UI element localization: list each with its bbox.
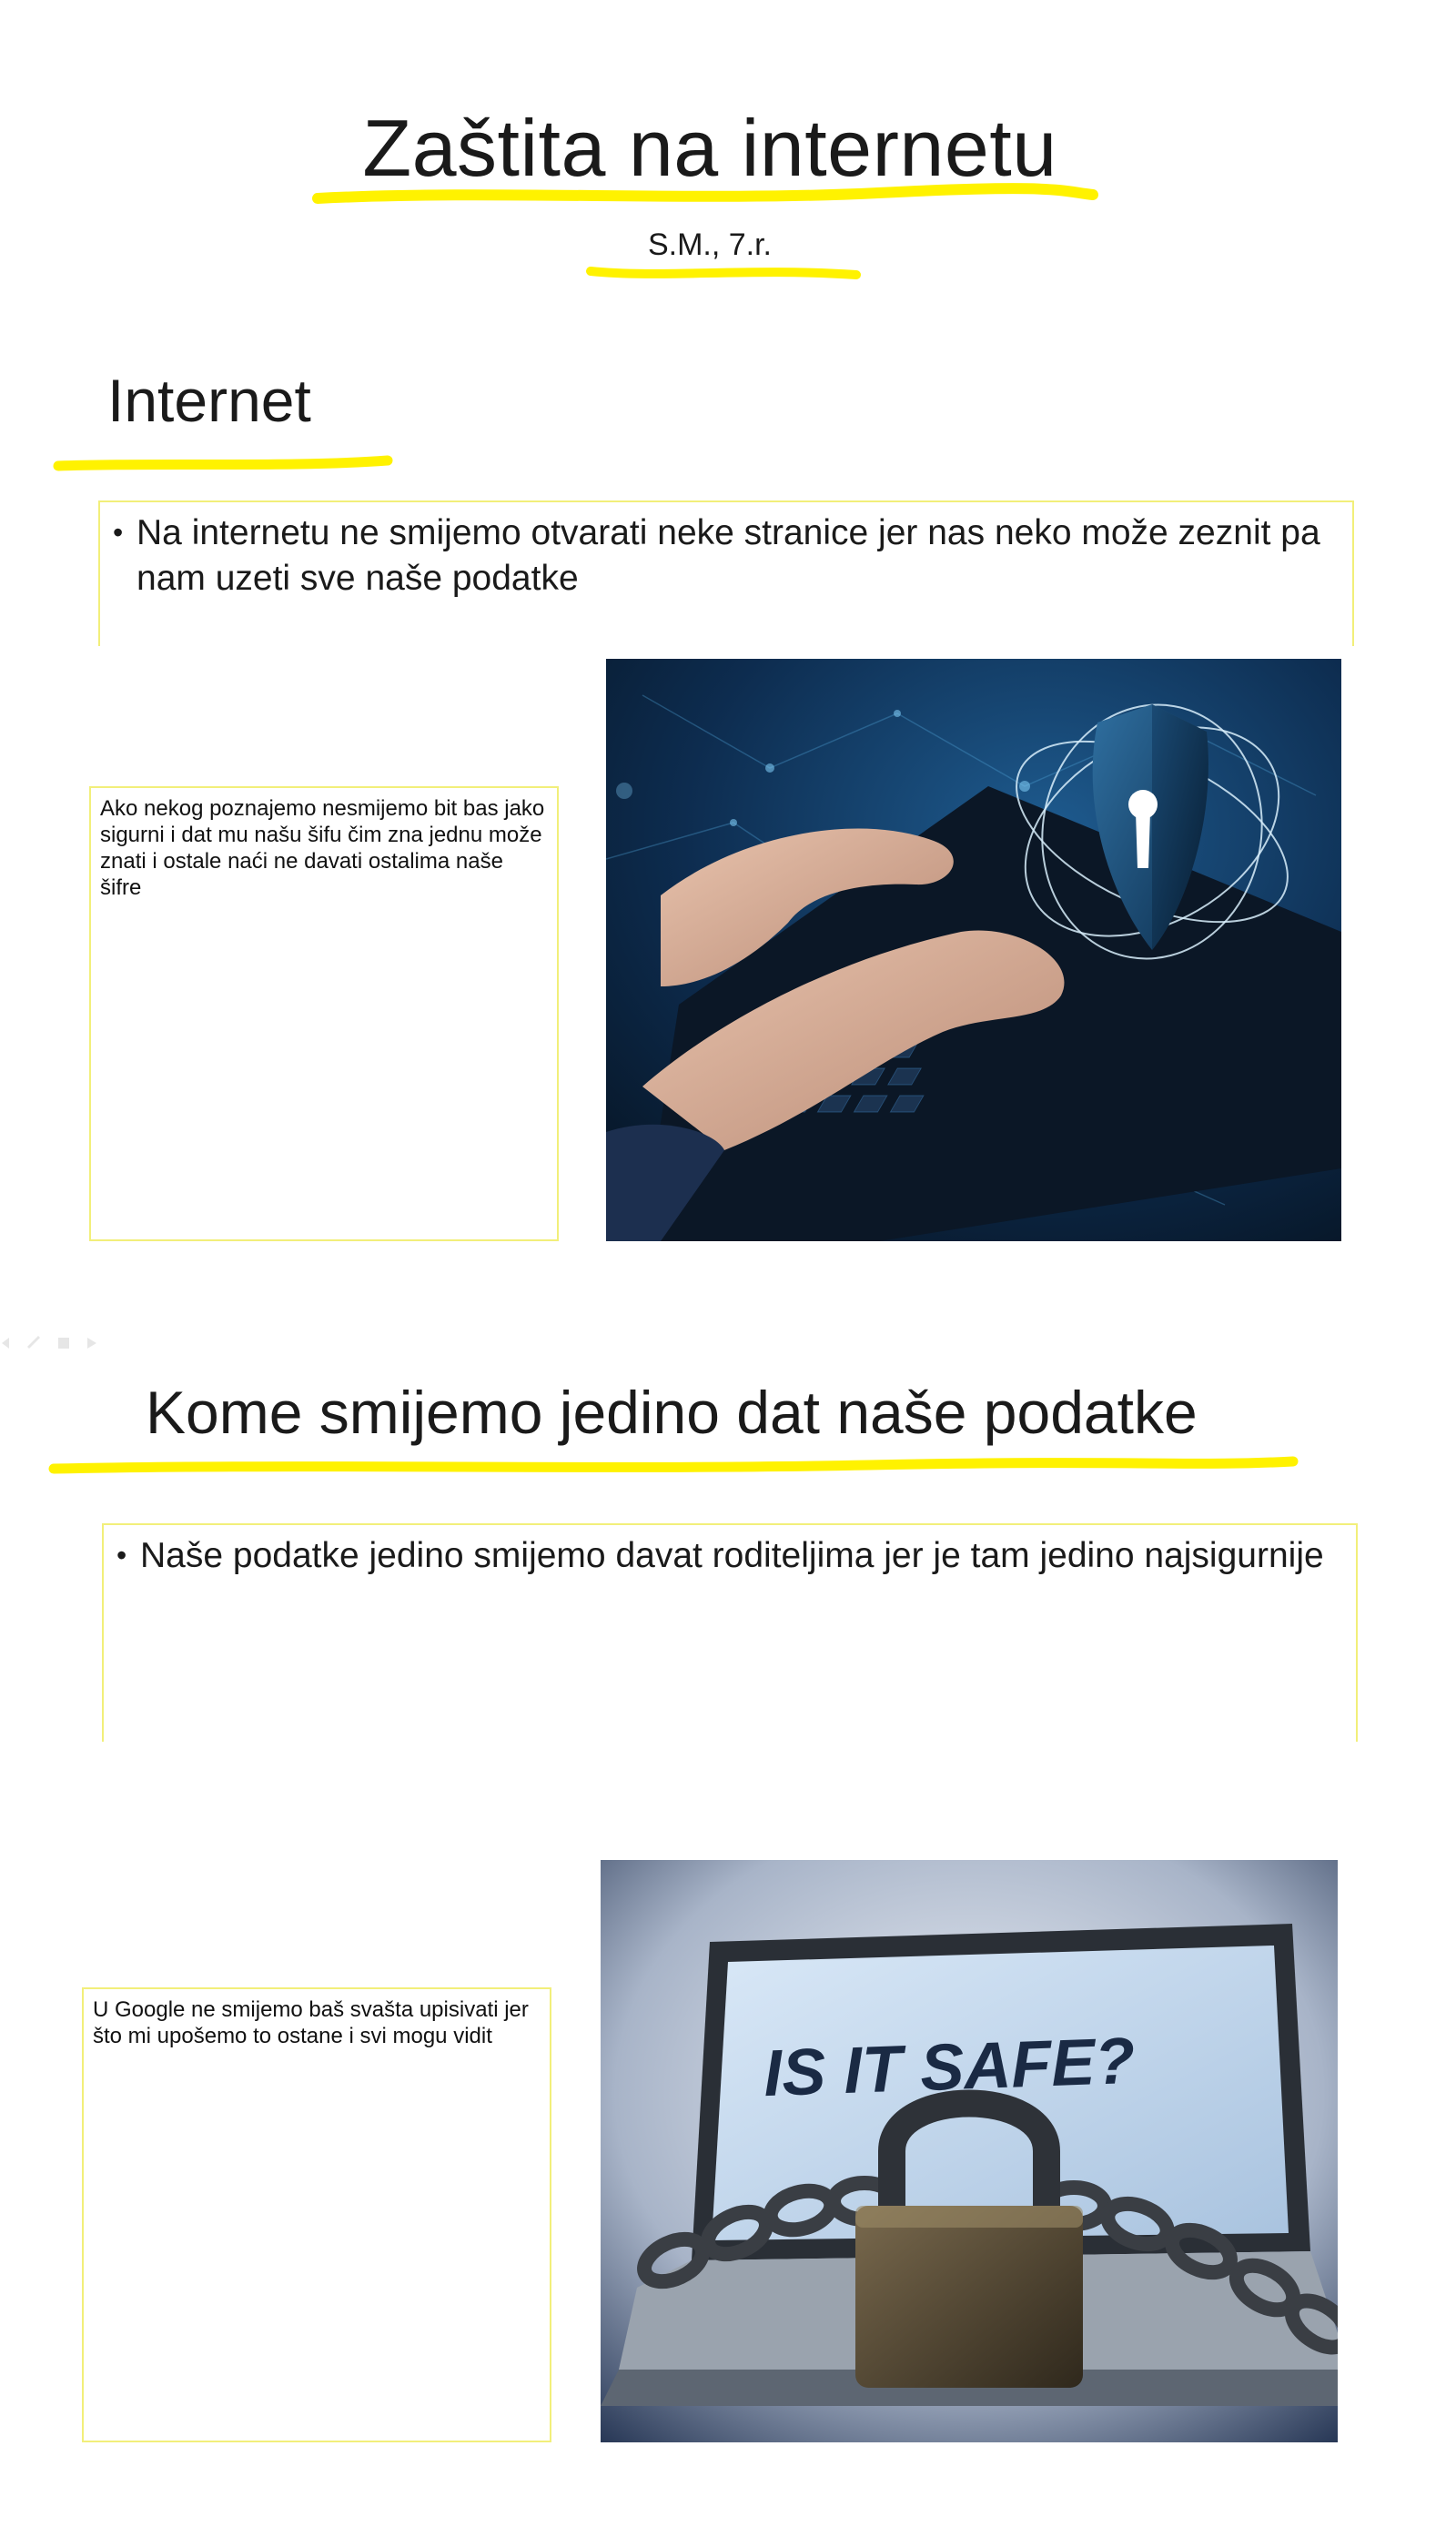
bullet-text-2: • Naše podatke jedino smijemo davat roditeljima jer je tam jedino najsigurnije: [104, 1532, 1356, 1579]
is-it-safe-text: IS IT SAFE?: [762, 2024, 1137, 2111]
note-box: [89, 786, 559, 1241]
bullet-box-2: [102, 1523, 1358, 1742]
cybersecurity-image: [606, 659, 1341, 1241]
note-box-2: [82, 1987, 551, 2442]
note-text: Ako nekog poznajemo nesmijemo bit bas jako sigurni i dat mu našu šifu čim zna jednu može znati i ostale naći ne davati ostalima naše šifre: [100, 796, 545, 900]
bullet-text: • Na internetu ne smijemo otvarati neke stranice jer nas neko može zeznit pa nam uzeti sve naše podatke: [100, 510, 1352, 601]
faint-toolbar: [0, 1330, 109, 1352]
section-heading-internet: Internet: [107, 367, 311, 434]
heading-highlight-stroke-2: [50, 1454, 1297, 1478]
toolbar-icons: [0, 1330, 109, 1352]
subtitle-highlight-stroke: [587, 262, 860, 284]
note-text-2: U Google ne smijemo baš svašta upisivati jer što mi upošemo to ostane i svi mogu vidit: [93, 1997, 529, 2048]
heading-highlight-stroke: [55, 453, 391, 475]
page-title: Zaštita na internetu: [362, 103, 1057, 193]
is-it-safe-image: [601, 1860, 1338, 2442]
bullet-box: [98, 500, 1354, 646]
section-heading-data: Kome smijemo jedino dat naše podatke: [146, 1379, 1198, 1446]
subtitle: S.M., 7.r.: [647, 227, 773, 262]
title-highlight-stroke: [314, 182, 1097, 209]
